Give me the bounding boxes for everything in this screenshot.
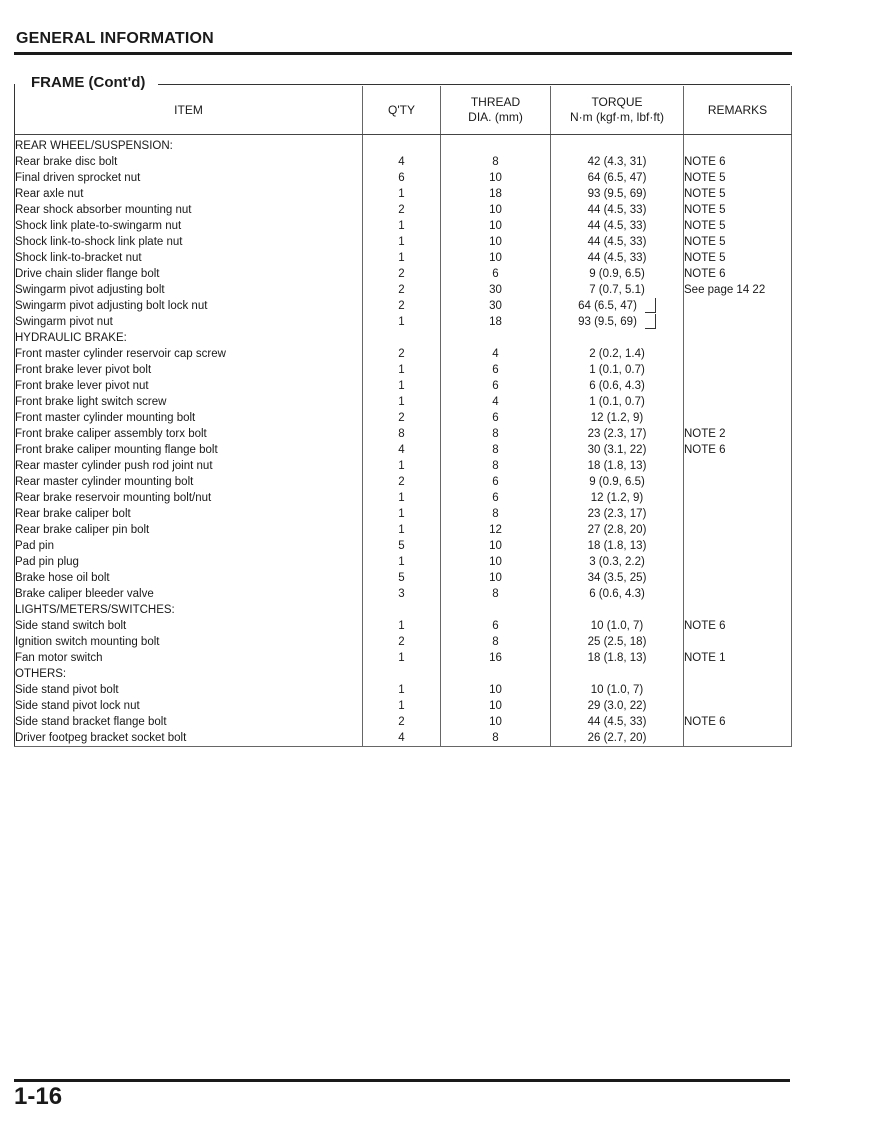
qty-cell: 2 — [363, 634, 441, 650]
remarks-cell — [684, 506, 792, 522]
item-cell: Rear brake caliper bolt — [15, 506, 363, 522]
torque-cell: 10 (1.0, 7) — [551, 682, 684, 698]
item-cell: Rear axle nut — [15, 186, 363, 202]
item-cell: Brake hose oil bolt — [15, 570, 363, 586]
category-row — [15, 330, 792, 346]
column-header-item: ITEM — [15, 86, 363, 135]
thread-cell: 8 — [441, 506, 551, 522]
torque-cell: 9 (0.9, 6.5) — [551, 474, 684, 490]
thread-cell: 4 — [441, 394, 551, 410]
thread-cell: 18 — [441, 186, 551, 202]
table-row — [15, 362, 792, 378]
thread-cell: 8 — [441, 458, 551, 474]
qty-cell: 2 — [363, 298, 441, 314]
thread-cell: 4 — [441, 346, 551, 362]
thread-cell: 10 — [441, 554, 551, 570]
qty-cell: 6 — [363, 170, 441, 186]
table-row — [15, 570, 792, 586]
item-cell: Swingarm pivot adjusting bolt lock nut — [15, 298, 363, 314]
item-cell: Rear brake reservoir mounting bolt/nut — [15, 490, 363, 506]
table-row — [15, 634, 792, 650]
item-cell: Front master cylinder reservoir cap screw — [15, 346, 363, 362]
qty-cell: 3 — [363, 586, 441, 602]
torque-cell: 44 (4.5, 33) — [551, 218, 684, 234]
remarks-cell — [684, 346, 792, 362]
qty-cell: 2 — [363, 474, 441, 490]
torque-cell: 23 (2.3, 17) — [551, 426, 684, 442]
table-row — [15, 618, 792, 634]
item-cell: Final driven sprocket nut — [15, 170, 363, 186]
header-rule — [14, 52, 792, 55]
thread-cell: 10 — [441, 682, 551, 698]
remarks-cell: NOTE 5 — [684, 186, 792, 202]
empty-cell — [441, 666, 551, 682]
thread-cell: 6 — [441, 410, 551, 426]
thread-cell: 6 — [441, 490, 551, 506]
empty-cell — [551, 666, 684, 682]
torque-cell: 29 (3.0, 22) — [551, 698, 684, 714]
item-cell: Front master cylinder mounting bolt — [15, 410, 363, 426]
remarks-cell: NOTE 6 — [684, 154, 792, 170]
remarks-cell: NOTE 5 — [684, 170, 792, 186]
torque-cell: 3 (0.3, 2.2) — [551, 554, 684, 570]
torque-cell: 34 (3.5, 25) — [551, 570, 684, 586]
thread-cell: 8 — [441, 730, 551, 747]
thread-cell: 10 — [441, 570, 551, 586]
qty-cell: 2 — [363, 282, 441, 298]
table-row — [15, 234, 792, 250]
empty-cell — [441, 330, 551, 346]
table-row — [15, 378, 792, 394]
category-label: HYDRAULIC BRAKE: — [15, 330, 363, 346]
category-label: OTHERS: — [15, 666, 363, 682]
remarks-cell: NOTE 6 — [684, 714, 792, 730]
category-row — [15, 135, 792, 155]
table-row — [15, 394, 792, 410]
remarks-cell — [684, 730, 792, 747]
item-cell: Swingarm pivot nut — [15, 314, 363, 330]
page-number: 1-16 — [14, 1083, 63, 1110]
item-cell: Side stand switch bolt — [15, 618, 363, 634]
empty-cell — [363, 602, 441, 618]
remarks-cell — [684, 634, 792, 650]
table-row — [15, 410, 792, 426]
torque-cell: 2 (0.2, 1.4) — [551, 346, 684, 362]
table-row — [15, 346, 792, 362]
remarks-cell — [684, 490, 792, 506]
empty-cell — [551, 330, 684, 346]
thread-cell: 8 — [441, 154, 551, 170]
qty-cell: 1 — [363, 490, 441, 506]
empty-cell — [441, 135, 551, 155]
remarks-cell: NOTE 1 — [684, 650, 792, 666]
item-cell: Rear brake disc bolt — [15, 154, 363, 170]
remarks-cell: NOTE 6 — [684, 266, 792, 282]
table-body — [15, 135, 792, 747]
table-row — [15, 714, 792, 730]
remarks-cell — [684, 378, 792, 394]
remarks-cell — [684, 538, 792, 554]
torque-cell: 18 (1.8, 13) — [551, 538, 684, 554]
torque-cell: 93 (9.5, 69) — [551, 314, 684, 330]
remarks-cell: NOTE 5 — [684, 218, 792, 234]
remarks-cell — [684, 586, 792, 602]
item-cell: Ignition switch mounting bolt — [15, 634, 363, 650]
remarks-cell: NOTE 6 — [684, 442, 792, 458]
item-cell: Rear master cylinder mounting bolt — [15, 474, 363, 490]
qty-cell: 4 — [363, 730, 441, 747]
table-row — [15, 554, 792, 570]
torque-cell: 44 (4.5, 33) — [551, 714, 684, 730]
table-row — [15, 186, 792, 202]
item-cell: Fan motor switch — [15, 650, 363, 666]
qty-cell: 1 — [363, 218, 441, 234]
thread-cell: 8 — [441, 442, 551, 458]
empty-cell — [684, 602, 792, 618]
qty-cell: 1 — [363, 250, 441, 266]
qty-cell: 2 — [363, 346, 441, 362]
remarks-cell — [684, 474, 792, 490]
empty-cell — [551, 135, 684, 155]
torque-cell: 9 (0.9, 6.5) — [551, 266, 684, 282]
torque-cell: 18 (1.8, 13) — [551, 650, 684, 666]
qty-cell: 1 — [363, 522, 441, 538]
table-row — [15, 458, 792, 474]
torque-cell: 44 (4.5, 33) — [551, 250, 684, 266]
thread-cell: 6 — [441, 266, 551, 282]
thread-cell: 10 — [441, 202, 551, 218]
remarks-cell — [684, 458, 792, 474]
qty-cell: 1 — [363, 650, 441, 666]
qty-cell: 1 — [363, 458, 441, 474]
footer-rule — [14, 1079, 790, 1082]
category-row — [15, 666, 792, 682]
qty-cell: 2 — [363, 410, 441, 426]
remarks-cell — [684, 554, 792, 570]
column-header-qty: Q'TY — [363, 86, 441, 135]
qty-cell: 5 — [363, 538, 441, 554]
table-row — [15, 426, 792, 442]
empty-cell — [684, 135, 792, 155]
item-cell: Shock link-to-bracket nut — [15, 250, 363, 266]
item-cell: Drive chain slider flange bolt — [15, 266, 363, 282]
remarks-cell — [684, 682, 792, 698]
bracket-mark — [645, 298, 656, 313]
empty-cell — [684, 330, 792, 346]
thread-cell: 10 — [441, 170, 551, 186]
table-row — [15, 490, 792, 506]
item-cell: Front brake light switch screw — [15, 394, 363, 410]
table-row — [15, 538, 792, 554]
thread-cell: 18 — [441, 314, 551, 330]
table-row — [15, 682, 792, 698]
remarks-cell: NOTE 5 — [684, 202, 792, 218]
remarks-cell — [684, 698, 792, 714]
thread-cell: 10 — [441, 698, 551, 714]
torque-cell: 93 (9.5, 69) — [551, 186, 684, 202]
qty-cell: 1 — [363, 698, 441, 714]
thread-cell: 8 — [441, 586, 551, 602]
qty-cell: 1 — [363, 378, 441, 394]
item-cell: Front brake caliper assembly torx bolt — [15, 426, 363, 442]
qty-cell: 1 — [363, 618, 441, 634]
thread-cell: 6 — [441, 378, 551, 394]
item-cell: Side stand pivot bolt — [15, 682, 363, 698]
thread-cell: 6 — [441, 618, 551, 634]
torque-cell: 7 (0.7, 5.1) — [551, 282, 684, 298]
item-cell: Front brake caliper mounting flange bolt — [15, 442, 363, 458]
section-line — [158, 84, 790, 85]
torque-cell: 18 (1.8, 13) — [551, 458, 684, 474]
torque-cell: 12 (1.2, 9) — [551, 490, 684, 506]
category-label: LIGHTS/METERS/SWITCHES: — [15, 602, 363, 618]
table-row — [15, 730, 792, 747]
qty-cell: 2 — [363, 266, 441, 282]
remarks-cell — [684, 522, 792, 538]
remarks-cell — [684, 410, 792, 426]
remarks-cell — [684, 314, 792, 330]
torque-cell: 42 (4.3, 31) — [551, 154, 684, 170]
page-header-title: GENERAL INFORMATION — [16, 30, 214, 47]
qty-cell: 1 — [363, 682, 441, 698]
item-cell: Front brake lever pivot nut — [15, 378, 363, 394]
item-cell: Side stand pivot lock nut — [15, 698, 363, 714]
remarks-cell: NOTE 2 — [684, 426, 792, 442]
table-row — [15, 698, 792, 714]
torque-spec-table — [14, 86, 792, 747]
empty-cell — [441, 602, 551, 618]
thread-cell: 8 — [441, 634, 551, 650]
torque-cell: 1 (0.1, 0.7) — [551, 362, 684, 378]
table-row — [15, 586, 792, 602]
qty-cell: 1 — [363, 554, 441, 570]
qty-cell: 1 — [363, 506, 441, 522]
category-label: REAR WHEEL/SUSPENSION: — [15, 135, 363, 155]
torque-cell: 6 (0.6, 4.3) — [551, 378, 684, 394]
qty-cell: 2 — [363, 714, 441, 730]
torque-cell: 44 (4.5, 33) — [551, 202, 684, 218]
qty-cell: 5 — [363, 570, 441, 586]
item-cell: Swingarm pivot adjusting bolt — [15, 282, 363, 298]
thread-cell: 10 — [441, 714, 551, 730]
qty-cell: 4 — [363, 154, 441, 170]
torque-cell: 26 (2.7, 20) — [551, 730, 684, 747]
item-cell: Front brake lever pivot bolt — [15, 362, 363, 378]
empty-cell — [363, 666, 441, 682]
empty-cell — [363, 330, 441, 346]
empty-cell — [363, 135, 441, 155]
qty-cell: 1 — [363, 234, 441, 250]
table-row — [15, 650, 792, 666]
table-row — [15, 202, 792, 218]
item-cell: Rear brake caliper pin bolt — [15, 522, 363, 538]
remarks-cell — [684, 362, 792, 378]
torque-cell: 27 (2.8, 20) — [551, 522, 684, 538]
qty-cell: 2 — [363, 202, 441, 218]
item-cell: Driver footpeg bracket socket bolt — [15, 730, 363, 747]
table-row — [15, 154, 792, 170]
thread-cell: 12 — [441, 522, 551, 538]
thread-cell: 6 — [441, 362, 551, 378]
item-cell: Shock link plate-to-swingarm nut — [15, 218, 363, 234]
table-row — [15, 442, 792, 458]
table-row — [15, 298, 792, 314]
remarks-cell — [684, 570, 792, 586]
section-title: FRAME (Cont'd) — [15, 74, 151, 91]
remarks-cell — [684, 298, 792, 314]
column-header-torque: TORQUE N·m (kgf·m, lbf·ft) — [551, 86, 684, 135]
table-row — [15, 474, 792, 490]
table-row — [15, 218, 792, 234]
qty-cell: 1 — [363, 394, 441, 410]
table-row — [15, 522, 792, 538]
torque-cell: 44 (4.5, 33) — [551, 234, 684, 250]
qty-cell: 1 — [363, 314, 441, 330]
item-cell: Shock link-to-shock link plate nut — [15, 234, 363, 250]
column-header-remarks: REMARKS — [684, 86, 792, 135]
remarks-cell — [684, 394, 792, 410]
column-header-thread: THREAD DIA. (mm) — [441, 86, 551, 135]
table-header-row — [15, 86, 792, 135]
thread-cell: 10 — [441, 218, 551, 234]
torque-cell: 25 (2.5, 18) — [551, 634, 684, 650]
torque-cell: 30 (3.1, 22) — [551, 442, 684, 458]
item-cell: Side stand bracket flange bolt — [15, 714, 363, 730]
thread-cell: 10 — [441, 234, 551, 250]
table-row — [15, 250, 792, 266]
empty-cell — [684, 666, 792, 682]
thread-cell: 16 — [441, 650, 551, 666]
category-row — [15, 602, 792, 618]
torque-cell: 10 (1.0, 7) — [551, 618, 684, 634]
qty-cell: 1 — [363, 362, 441, 378]
thread-cell: 6 — [441, 474, 551, 490]
bracket-mark — [645, 314, 656, 329]
torque-cell: 12 (1.2, 9) — [551, 410, 684, 426]
torque-cell: 64 (6.5, 47) — [551, 170, 684, 186]
torque-cell: 23 (2.3, 17) — [551, 506, 684, 522]
item-cell: Pad pin plug — [15, 554, 363, 570]
qty-cell: 8 — [363, 426, 441, 442]
remarks-cell: NOTE 5 — [684, 234, 792, 250]
table-row — [15, 170, 792, 186]
table-row — [15, 314, 792, 330]
thread-cell: 10 — [441, 538, 551, 554]
table-row — [15, 266, 792, 282]
item-cell: Brake caliper bleeder valve — [15, 586, 363, 602]
table-row — [15, 506, 792, 522]
item-cell: Rear shock absorber mounting nut — [15, 202, 363, 218]
thread-cell: 10 — [441, 250, 551, 266]
thread-cell: 30 — [441, 298, 551, 314]
thread-cell: 8 — [441, 426, 551, 442]
item-cell: Pad pin — [15, 538, 363, 554]
remarks-cell: NOTE 5 — [684, 250, 792, 266]
thread-cell: 30 — [441, 282, 551, 298]
torque-cell: 64 (6.5, 47) — [551, 298, 684, 314]
qty-cell: 1 — [363, 186, 441, 202]
remarks-cell: See page 14 22 — [684, 282, 792, 298]
table-row — [15, 282, 792, 298]
empty-cell — [551, 602, 684, 618]
qty-cell: 4 — [363, 442, 441, 458]
item-cell: Rear master cylinder push rod joint nut — [15, 458, 363, 474]
torque-cell: 1 (0.1, 0.7) — [551, 394, 684, 410]
remarks-cell: NOTE 6 — [684, 618, 792, 634]
torque-cell: 6 (0.6, 4.3) — [551, 586, 684, 602]
